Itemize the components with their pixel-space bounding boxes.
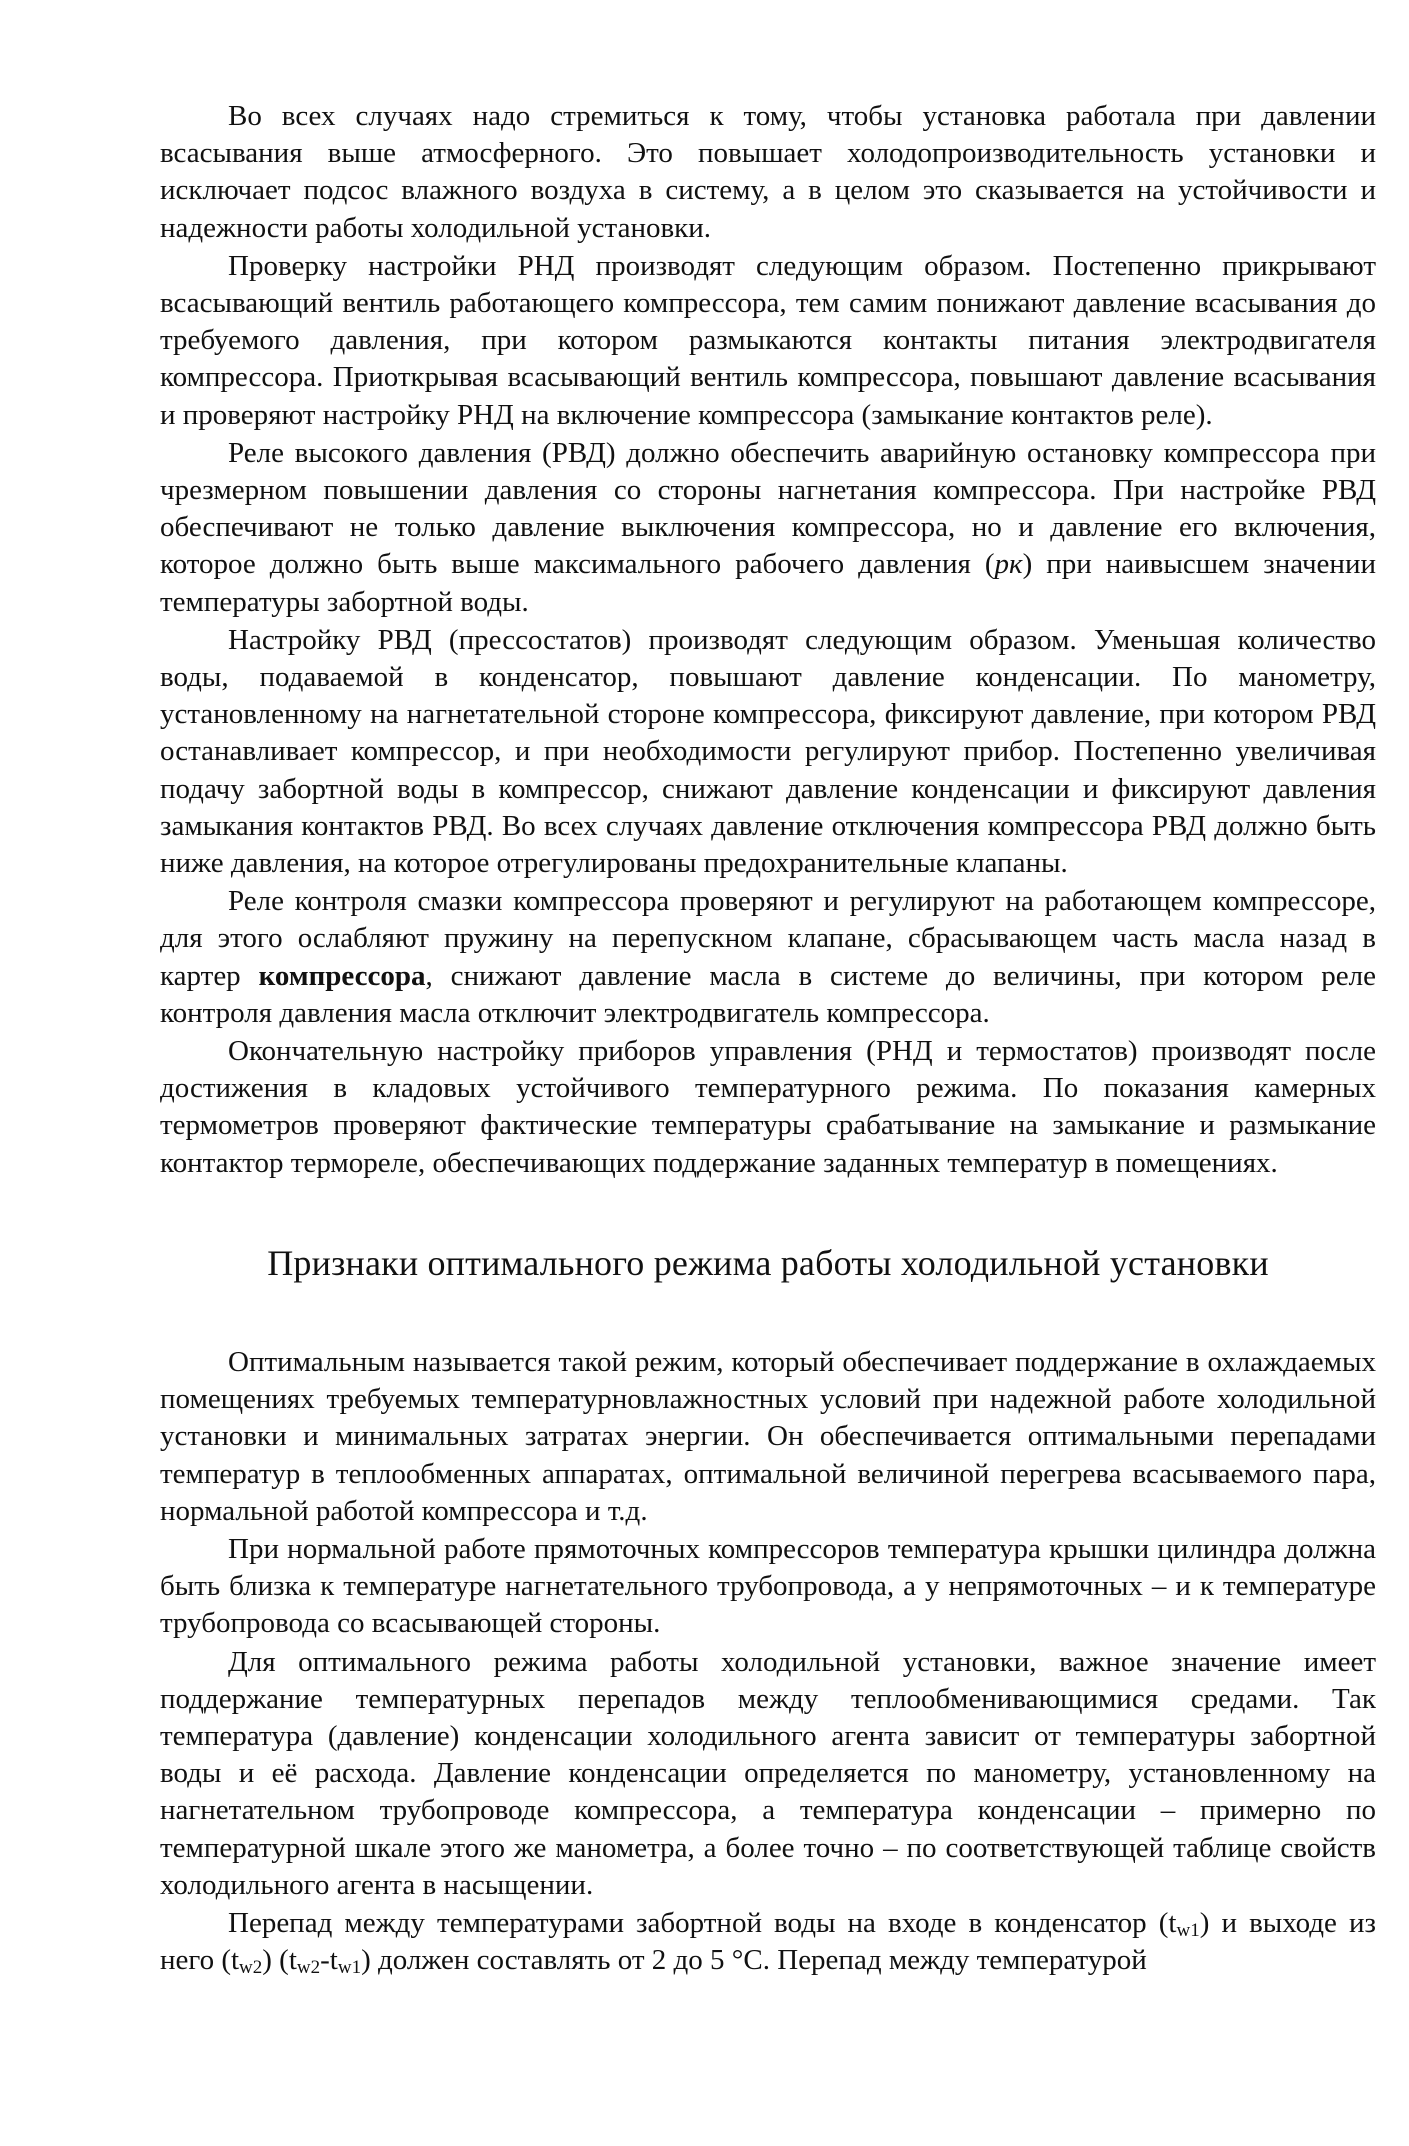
paragraph-3-italic-pk: рк [994,548,1023,581]
subscript-w1-b: w1 [337,1957,362,1979]
paragraph-3 [160,435,1376,621]
paragraph-5 [160,883,1376,1032]
subscript-w2-a: w2 [239,1957,263,1979]
paragraph-10-part-4: -t [320,1944,338,1977]
section-heading: Признаки оптимального режима работы холодильной установки [267,1242,1269,1283]
paragraph-10-part-3: ) (t [262,1944,297,1977]
paragraph-10-part-1: Перепад между температурами забортной воды на входе в конденсатор (t [228,1906,1177,1939]
subscript-w2-b: w2 [296,1957,321,1979]
paragraph-7: Оптимальным называется такой режим, который обеспечивает поддержание в охлаждаемых помещениях требуемых температурновлажностных условий при надежной работе холодильной установки и минимальных затратах энергии. Он обеспечивается оптимальными перепадами температур в теплообменных аппаратах, оптимальной величиной перегрева всасываемого пара, нормальной работой компрессора и т.д. [160,1345,1376,1527]
paragraph-10-part-2: ) и выходе из него (t [160,1906,1376,1977]
paragraph-5-tail: , снижают давление масла в системе до величины, при котором реле контроля давления масла отключит электродвигатель компрессора. [160,959,1376,1029]
paragraph-3-text: Реле высокого давления (РВД) должно обеспечить аварийную остановку компрессора при чрезмерном повышении давления со стороны нагнетания компрессора. При настройке РВД обеспечивают не только давление выключения компрессора, но и давление его включения, которое должно быть выше максимального рабочего давления ( [160,436,1376,581]
paragraph-5-text: Реле контроля смазки компрессора проверяют и регулируют на работающем компрессоре, для этого ослабляют пружину на перепускном клапане, сбрасывающем часть масла назад в картер [160,885,1376,992]
paragraph-1: Во всех случаях надо стремиться к тому, чтобы установка работала при давлении всасывания выше атмосферного. Это повышает холодопроизводительность установки и исключает подсос влажного воздуха в систему, а в целом это сказывается на устойчивости и надежности работы холодильной установки. [160,100,1376,244]
paragraph-6: Окончательную настройку приборов управления (РНД и термостатов) производят после достижения в кладовых устойчивого температурного режима. По показания камерных термометров проверяют фактические температуры срабатывание на замыкание и размыкание контактор термореле, обеспечивающих поддержание заданных температур в помещениях. [160,1035,1376,1179]
paragraph-2: Проверку настройки РНД производят следующим образом. Постепенно прикрывают всасывающий вентиль работающего компрессора, тем самим понижают давление всасывания до требуемого давления, при котором размыкаются контакты питания электродвигателя компрессора. Приоткрывая всасывающий вентиль компрессора, повышают давление всасывания и проверяют настройку РНД на включение компрессора (замыкание контактов реле). [160,249,1376,431]
paragraph-10 [160,1905,1376,1979]
paragraph-5-bold-word: компрессора [258,959,426,992]
paragraph-8: При нормальной работе прямоточных компрессоров температура крышки цилиндра должна быть близка к температуре нагнетательного трубопровода, а у непрямоточных – и к температуре трубопровода со всасывающей стороны. [160,1532,1376,1640]
paragraph-3-tail: ) при наивысшем значении температуры забортной воды. [160,548,1376,618]
subscript-w1-a: w1 [1176,1919,1200,1941]
paragraph-10-part-5: ) должен составлять от 2 до 5 °С. Перепад между температурой [361,1944,1147,1977]
document-page [160,98,1376,1979]
paragraph-4: Настройку РВД (прессостатов) производят следующим образом. Уменьшая количество воды, подаваемой в конденсатор, повышают давление конденсации. По манометру, установленному на нагнетательной стороне компрессора, фиксируют давление, при котором РВД останавливает компрессор, и при необходимости регулируют прибор. Постепенно увеличивая подачу забортной воды в компрессор, снижают давление конденсации и фиксируют давления замыкания контактов РВД. Во всех случаях давление отключения компрессора РВД должно быть ниже давления, на которое отрегулированы предохранительные клапаны. [160,623,1376,880]
paragraph-9: Для оптимального режима работы холодильной установки, важное значение имеет поддержание температурных перепадов между теплообменивающимися средами. Так температура (давление) конденсации холодильного агента зависит от температуры забортной воды и её расхода. Давление конденсации определяется по манометру, установленному на нагнетательном трубопроводе компрессора, а температура конденсации – примерно по температурной шкале этого же манометра, а более точно – по соответствующей таблице свойств холодильного агента в насыщении. [160,1645,1376,1901]
